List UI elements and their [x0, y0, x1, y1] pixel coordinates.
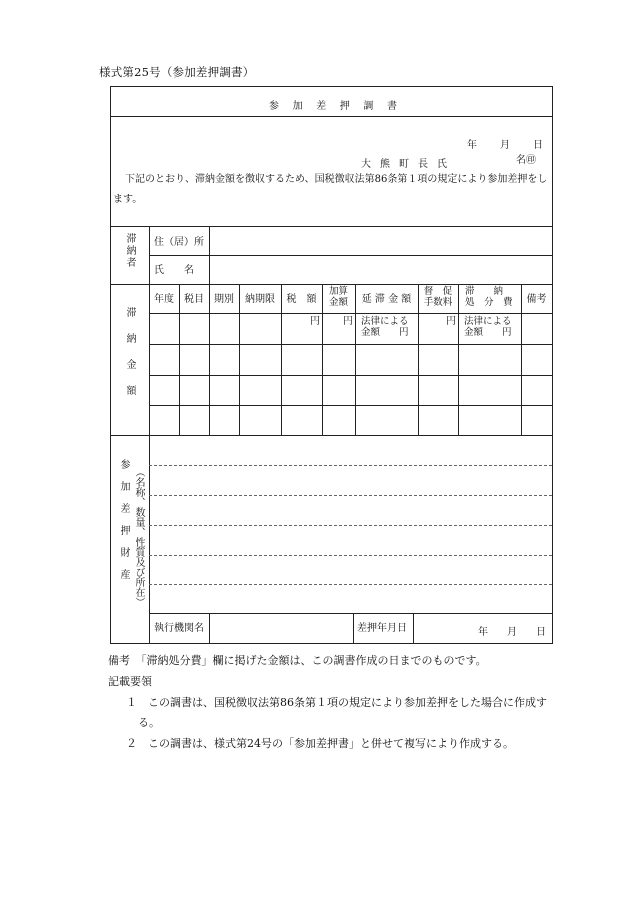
col-header-demand-fee: 督 促 手数料 — [423, 286, 453, 309]
legal-amount-note: 法律による 金額 円 — [361, 316, 409, 339]
instruction-item-1: １ この調書は、国税徴収法第86条第１項の規定により参加差押をした場合に作成す — [126, 696, 547, 709]
seal-label: 名㊞ — [516, 155, 536, 166]
divider — [413, 613, 414, 643]
property-sublabel: （名称、数量、性質及び所在） — [133, 467, 144, 607]
property-label: 参加差押財産 — [118, 459, 129, 591]
intro-text-line1: 下記のとおり、滞納金額を徴収するため、国税徴収法第86条第１項の規定により参加差押をし — [125, 174, 548, 185]
col-header-year: 年度 — [154, 294, 174, 305]
divider — [149, 255, 552, 256]
divider — [209, 284, 210, 435]
divider — [458, 284, 459, 435]
col-header-disposition-cost: 滞 納 処 分 費 — [465, 286, 513, 309]
property-line — [149, 495, 552, 496]
address-label: 住（居）所 — [154, 237, 204, 248]
divider — [179, 284, 180, 435]
divider — [209, 613, 210, 643]
issuer-char: 町 — [399, 159, 409, 170]
divider — [111, 226, 552, 227]
col-header-delinquency: 延 滞 金 額 — [361, 294, 412, 305]
divider — [111, 284, 552, 285]
intro-text-line2: ます。 — [113, 194, 143, 205]
yen-unit: 円 — [310, 316, 320, 327]
yen-unit: 円 — [343, 316, 353, 327]
divider — [521, 284, 522, 435]
legal-amount-note: 法律による 金額 円 — [464, 316, 512, 339]
table-row — [149, 375, 552, 376]
property-line — [149, 465, 552, 466]
divider — [111, 116, 552, 117]
divider — [111, 435, 552, 436]
issuer-char: 長 — [418, 159, 428, 170]
col-header-due-date: 納期限 — [245, 294, 275, 305]
remarks-note: 備考 「滞納処分費」欄に掲げた金額は、この調書作成の日までのものです。 — [108, 654, 487, 667]
title-char: 押 — [339, 101, 350, 112]
property-line — [149, 525, 552, 526]
divider — [239, 284, 240, 435]
instruction-item-1-cont: る。 — [138, 716, 160, 729]
table-row — [149, 344, 552, 345]
form-title — [269, 97, 397, 112]
col-header-tax-amount: 税 額 — [286, 294, 317, 305]
form-number-label: 様式第25号（参加差押調書） — [99, 65, 255, 79]
participation-seizure-form — [110, 86, 553, 644]
issuer-char: 熊 — [380, 159, 390, 170]
col-header-period: 期別 — [214, 294, 234, 305]
instructions-heading: 記載要領 — [108, 675, 152, 688]
day-char: 日 — [533, 140, 543, 151]
executing-agency-label: 執行機関名 — [154, 623, 204, 634]
title-char: 加 — [292, 101, 303, 112]
yen-unit: 円 — [446, 316, 456, 327]
title-char: 調 — [363, 101, 374, 112]
table-row — [149, 405, 552, 406]
seizure-date-label: 差押年月日 — [357, 623, 407, 634]
col-header-additional: 加算 金額 — [328, 286, 348, 309]
amount-label: 滞納金額 — [124, 307, 135, 411]
title-char: 差 — [316, 101, 327, 112]
name-label: 氏 名 — [154, 265, 194, 276]
divider — [281, 284, 282, 435]
property-line — [149, 555, 552, 556]
issuer-name — [361, 155, 447, 170]
col-header-remarks: 備考 — [526, 294, 547, 305]
divider — [353, 613, 354, 643]
divider — [149, 313, 552, 314]
document-date — [467, 136, 543, 151]
issuer-char: 氏 — [437, 159, 447, 170]
seizure-date — [478, 623, 546, 638]
property-line — [149, 584, 552, 585]
month-char: 月 — [507, 627, 517, 638]
issuer-char: 大 — [361, 159, 371, 170]
year-char: 年 — [467, 140, 477, 151]
delinquent-label: 滞納者 — [124, 233, 135, 269]
instruction-item-2: ２ この調書は、様式第24号の「参加差押書」と併せて複写により作成する。 — [126, 737, 514, 750]
day-char: 日 — [536, 627, 546, 638]
col-header-tax-item: 税目 — [184, 294, 204, 305]
year-char: 年 — [478, 627, 488, 638]
title-char: 書 — [386, 101, 397, 112]
month-char: 月 — [500, 140, 510, 151]
title-char: 参 — [269, 101, 279, 112]
divider — [355, 284, 356, 435]
